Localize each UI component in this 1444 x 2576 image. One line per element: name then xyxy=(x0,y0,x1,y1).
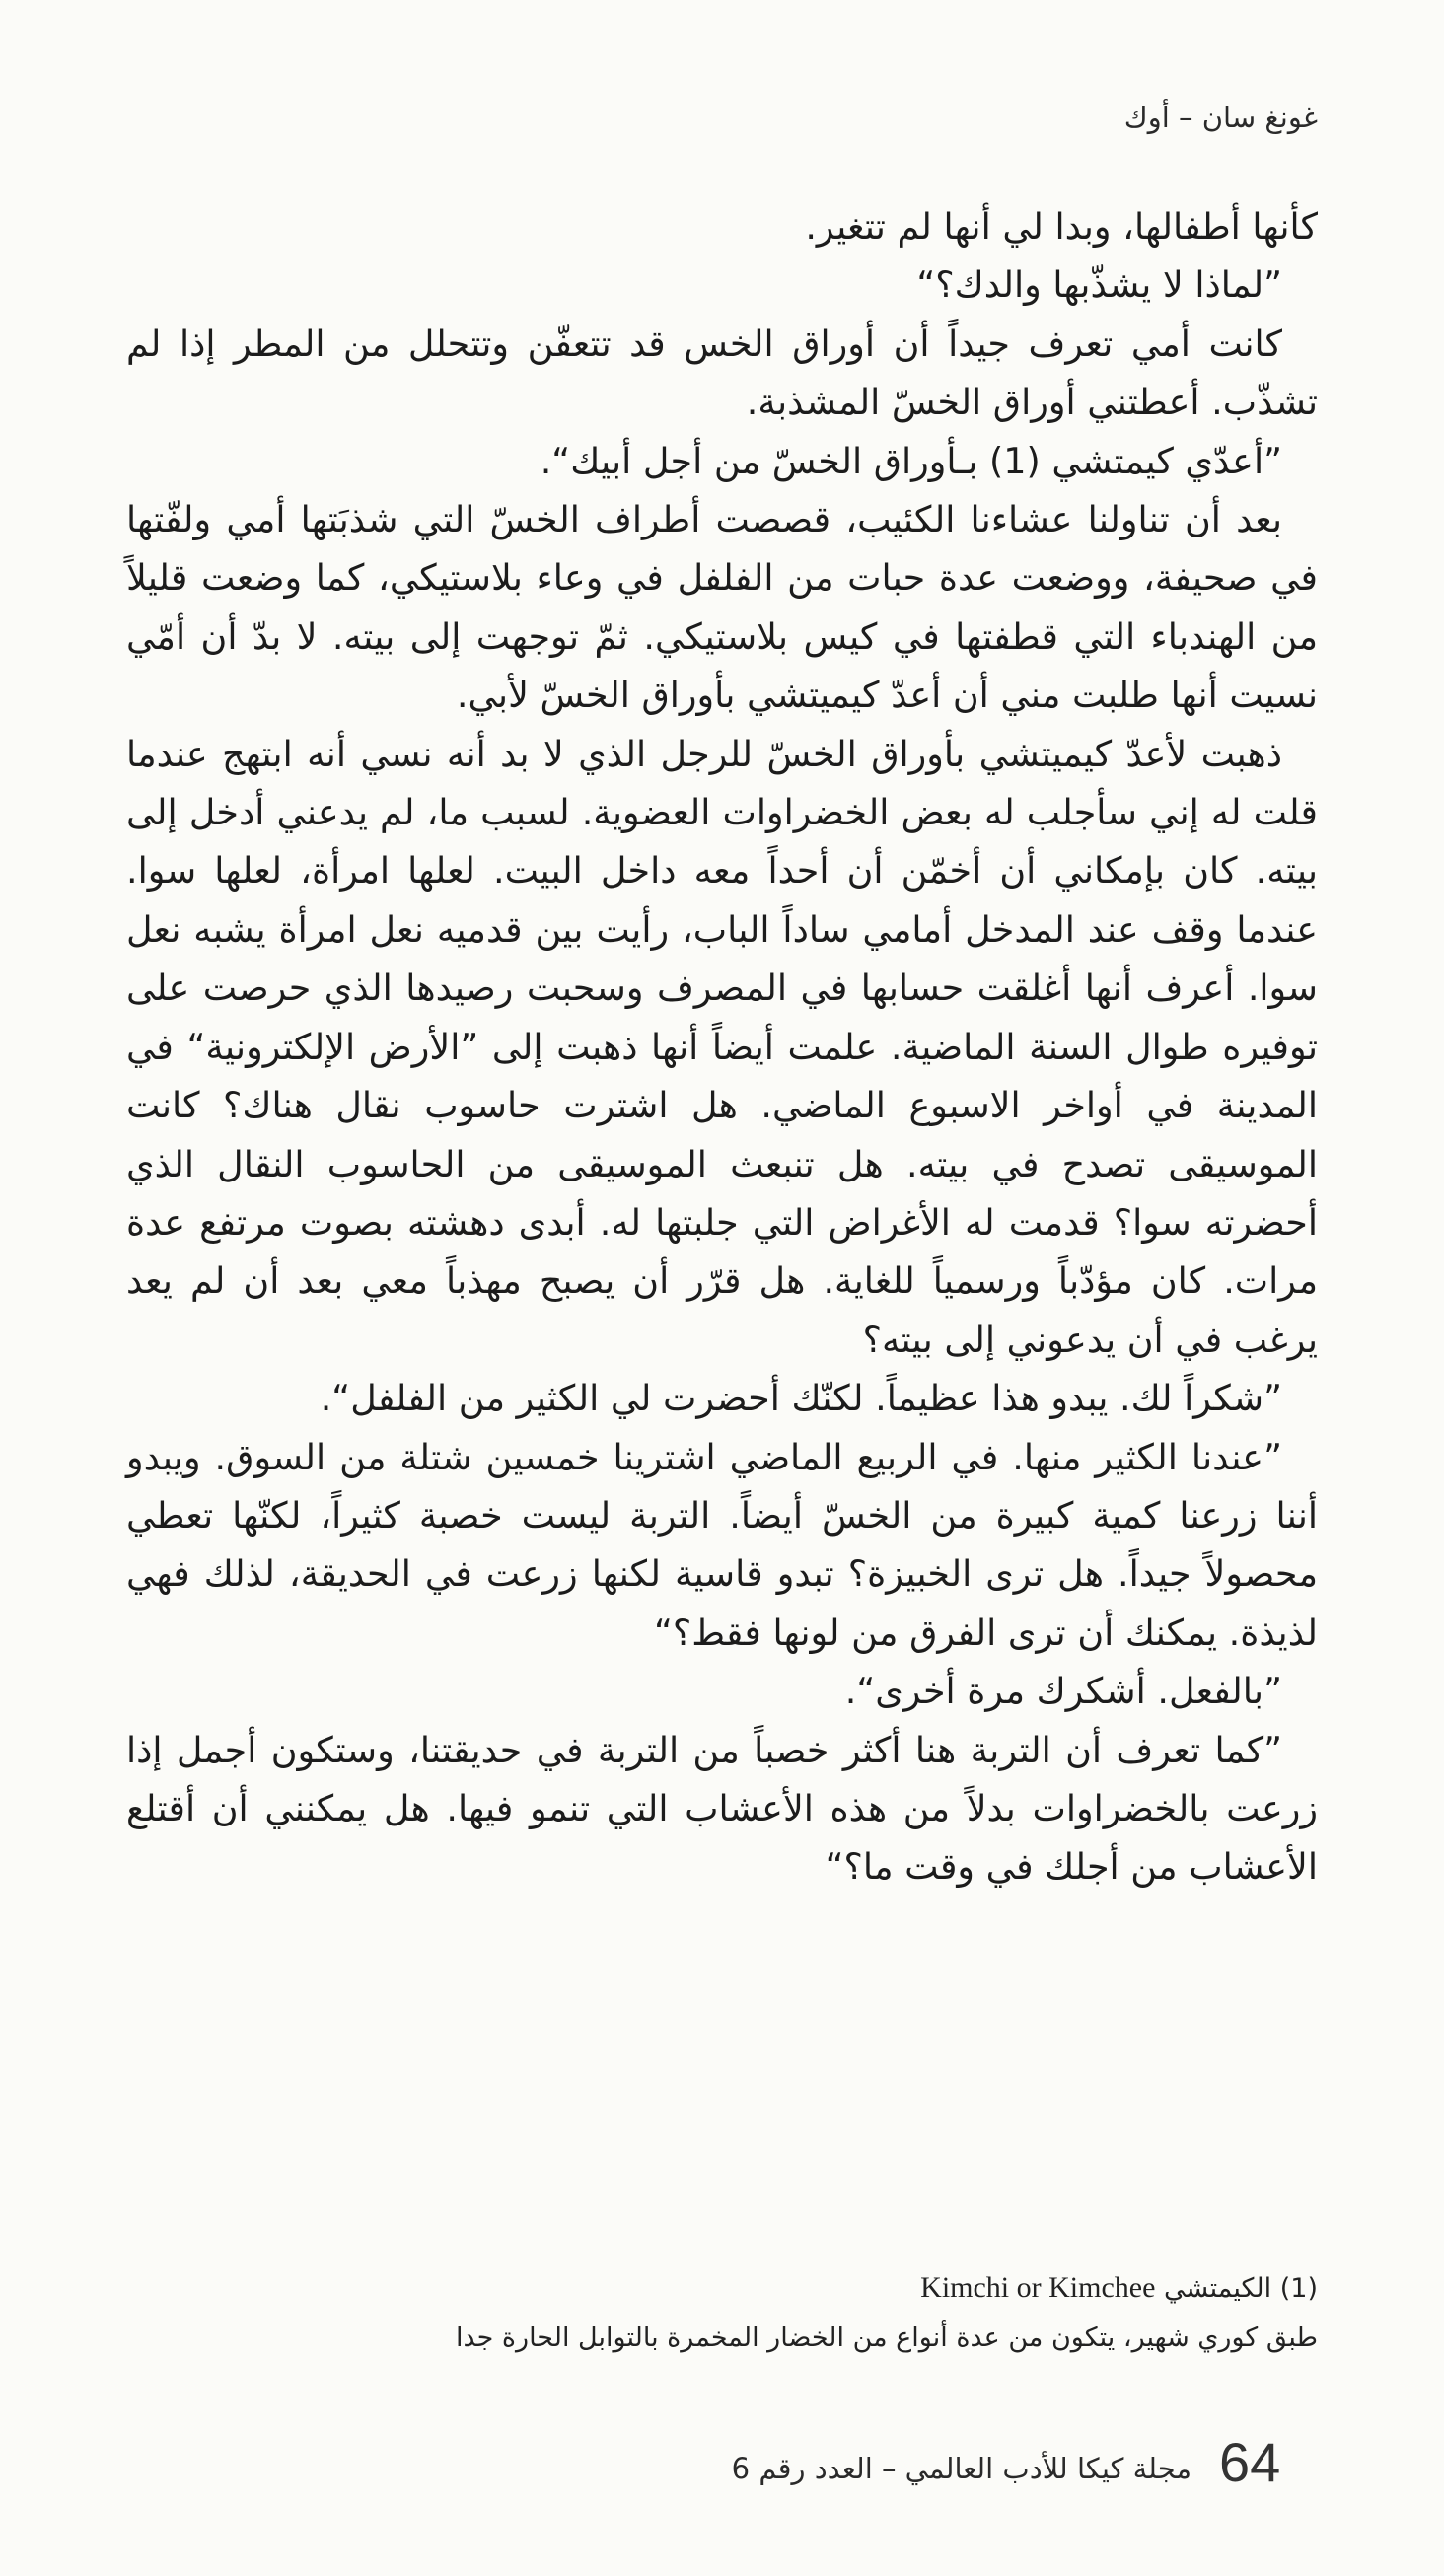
running-header: غونغ سان – أوك xyxy=(1123,101,1318,134)
footnote-term-line xyxy=(126,2263,1318,2314)
footnote-description: طبق كوري شهير، يتكون من عدة أنواع من الخضار المخمرة بالتوابل الحارة جدا xyxy=(455,2323,1318,2353)
paragraph: ”أعدّي كيمتشي (1) بـأوراق الخسّ من أجل أبيك“. xyxy=(540,439,1282,482)
paragraph: ”بالفعل. أشكرك مرة أخرى“. xyxy=(844,1670,1282,1713)
journal-name: مجلة كيكا للأدب العالمي – العدد رقم 6 xyxy=(731,2452,1191,2485)
paragraph: كانت أمي تعرف جيداً أن أوراق الخس قد تتعفّن وتتحلل من المطر إذا لم تشذّب. أعطتني أوراق الخسّ المشذبة. xyxy=(126,322,1318,424)
paragraph: كأنها أطفالها، وبدا لي أنها لم تتغير. xyxy=(805,205,1318,248)
paragraph: ”لماذا لا يشذّبها والدك؟“ xyxy=(916,263,1282,307)
page-number: 64 xyxy=(1219,2431,1281,2493)
footnote xyxy=(126,2263,1318,2363)
paragraph: ”كما تعرف أن التربة هنا أكثر خصباً من التربة في حديقتنا، وستكون أجمل إذا زرعت بالخضراوات بدلاً من هذه الأعشاب التي تنمو فيها. هل يمكنني أن أقتلع الأعشاب من أجلك في وقت ما؟“ xyxy=(126,1728,1318,1889)
page-number-wrap xyxy=(1219,2431,1318,2505)
paragraph: ذهبت لأعدّ كيميتشي بأوراق الخسّ للرجل الذي لا بد أنه نسي أنه ابتهج عندما قلت له إني سأجلب له بعض الخضراوات العضوية. لسبب ما، لم يدعني أدخل إلى بيته. كان بإمكاني أن أخمّن أن أحداً معه داخل البيت. لعلها امرأة، لعلها سوا. عندما وقف عند المدخل أمامي ساداً الباب، رأيت بين قدميه نعل امرأة يشبه نعل سوا. أعرف أنها أغلقت حسابها في المصرف وسحبت رصيدها الذي حرصت على توفيره طوال السنة الماضية. علمت أيضاً أنها ذهبت إلى ”الأرض الإلكترونية“ في المدينة في أواخر الاسبوع الماضي. هل اشترت حاسوب نقال هناك؟ كانت الموسيقى تصدح في بيته. هل تنبعث الموسيقى من الحاسوب النقال الذي أحضرته سوا؟ قدمت له الأغراض التي جلبتها له. أبدى دهشته بصوت مرتفع عدة مرات. كان مؤدّباً ورسمياً للغاية. هل قرّر أن يصبح مهذباً معي بعد أن لم يعد يرغب في أن يدعوني إلى بيته؟ xyxy=(126,732,1318,1361)
paragraph: ”شكراً لك. يبدو هذا عظيماً. لكنّك أحضرت لي الكثير من الفلفل“. xyxy=(320,1377,1282,1420)
paragraph: بعد أن تناولنا عشاءنا الكئيب، قصصت أطراف الخسّ التي شذبَتها أمي ولفّتها في صحيفة، ووضعت عدة حبات من الفلفل في وعاء بلاستيكي، كما وضعت قليلاً من الهندباء التي قطفتها في كيس بلاستيكي. ثمّ توجهت إلى بيته. لا بدّ أن أمّي نسيت أنها طلبت مني أن أعدّ كيميتشي بأوراق الخسّ لأبي. xyxy=(126,498,1318,717)
footnote-marker: (1) الكيمتشي xyxy=(1164,2273,1318,2304)
paragraph: ”عندنا الكثير منها. في الربيع الماضي اشترينا خمسين شتلة من السوق. ويبدو أننا زرعنا كمية كبيرة من الخسّ أيضاً. التربة ليست خصبة كثيراً، لكنّها تعطي محصولاً جيداً. هل ترى الخبيزة؟ تبدو قاسية لكنها زرعت في الحديقة، لذلك فهي لذيذة. يمكنك أن ترى الفرق من لونها فقط؟“ xyxy=(126,1435,1318,1654)
footnote-latin-term: Kimchi or Kimchee xyxy=(920,2271,1156,2304)
page-footer xyxy=(126,2431,1318,2505)
body-text xyxy=(126,197,1318,1896)
